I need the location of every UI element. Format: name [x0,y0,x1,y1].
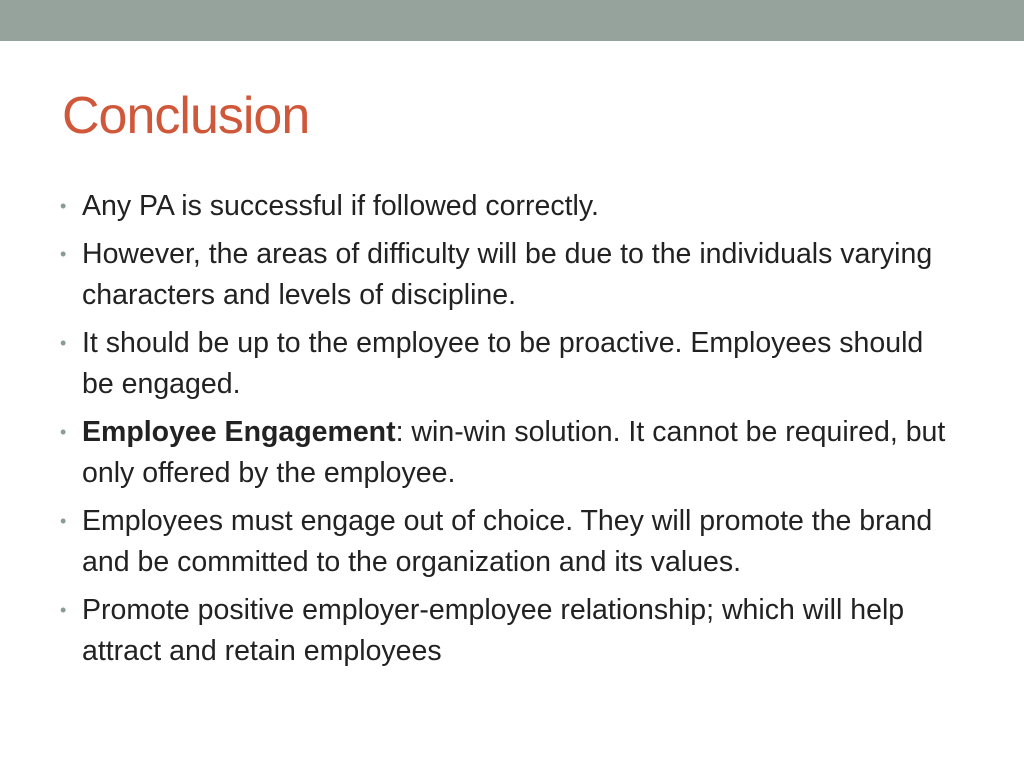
bullet-text [82,594,904,667]
bullet-body-text: Employees must engage out of choice. They will promote the brand and be committed to the organization and its values. [82,505,933,578]
top-band [0,0,1024,41]
bullet-bold-text: Employee Engagement [82,416,396,448]
bullet-body-text: It should be up to the employee to be proactive. Employees should be engaged. [82,327,924,400]
bullet-body-text: Any PA is successful if followed correctly. [82,190,599,222]
slide-title: Conclusion [62,87,310,145]
bullet-marker: • [60,600,67,620]
bullet-body-text: However, the areas of difficulty will be due to the individuals varying characters and levels of discipline. [82,238,933,311]
bullet-text [82,416,945,489]
bullet-item [60,590,960,672]
bullet-item [60,323,960,405]
bullet-marker: • [60,511,67,531]
bullet-item [60,501,960,583]
bullet-item [60,234,960,316]
bullet-list [60,186,960,679]
bullet-body-text: Promote positive employer-employee relationship; which will help attract and retain employees [82,594,905,667]
bullet-text [82,238,932,311]
bullet-marker: • [60,196,67,216]
bullet-item [60,186,960,227]
bullet-marker: • [60,422,67,442]
bullet-marker: • [60,333,67,353]
bullet-marker: • [60,244,67,264]
bullet-item [60,412,960,494]
bullet-body-text: : win-win solution. It cannot be required, but only offered by the employee. [82,416,946,489]
bullet-text [82,190,599,222]
bullet-text [82,327,923,400]
bullet-text [82,505,932,578]
